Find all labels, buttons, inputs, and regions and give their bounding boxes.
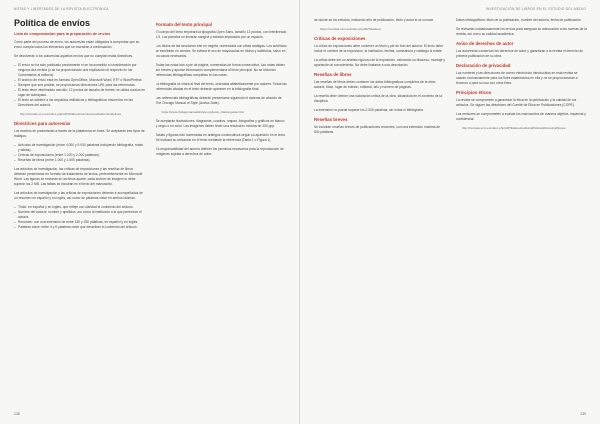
paragraph: Como parte del proceso de envío, los autores/as están obligados a comprobar que su envío cumpla todos los elementos que se muestran a continuación. <box>14 40 140 49</box>
list-item: – Siempre que sea posible, se proporcionan direcciones URL para las referencias. <box>14 83 146 88</box>
list-item: – El envío no ha sido publicado previamente ni se ha sometido a consideración por ninguna otra revista (o se ha proporcionado una explicación al respecto en los Comentarios al editor/a). <box>14 63 146 78</box>
column-3 <box>314 18 446 408</box>
section-heading: Aviso de derechos de autor <box>456 41 514 46</box>
list-item: – Artículos de investigación (entre 4.000 y 9.000 palabras incluyendo bibliografía, notas y tablas). <box>14 143 146 153</box>
paragraph: Los autores/as conservan los derechos de autor y garantizan a la revista el derecho de primera publicación de su obra. <box>456 49 584 58</box>
section-subtitle: Lista de comprobación para la preparación de envíos <box>14 32 111 36</box>
paragraph: Los nombres y las direcciones de correo electrónico introducidos en esta revista se usarán exclusivamente para los fines establecidos en ella y no se proporcionarán a terceros o para su uso con otros fines. <box>456 71 578 85</box>
bullet-list <box>14 205 146 230</box>
page-number-right: 239 <box>580 412 586 416</box>
right-page <box>300 0 600 424</box>
paragraph: Es responsabilidad del autor/a obtener los permisos necesarios para la reproducción de imágenes sujetas a derechos de autor. <box>155 146 284 156</box>
paragraph: Se aceptarán ilustraciones, diagramas, cuadros, mapas, fotografías y gráficos en blanco y negro o en color. Las imágenes deben tener una resolución mínima de 300 ppp. <box>155 118 285 128</box>
paragraph: La crítica de exposiciones debe contener un título y pie de foto del autor/a. El texto debe incluir el nombre de la exposición, la institución, fechas, comisario/a y catálogo si existe. <box>314 43 444 53</box>
list-item: – El texto se adhiere a los requisitos estilísticos y bibliográficos resumidos en las Directrices del autor/a. <box>14 98 146 108</box>
section-heading: Principios éticos <box>456 90 492 95</box>
paragraph: El cuerpo del texto empleará la tipografía Open Sans, tamaño 12 puntos, con interlineado 1.5. Los párrafos no llevarán sangría y estarán separados por un espacio. <box>155 30 287 39</box>
paragraph: Los artículos de investigación y las críticas de exposiciones deberán ir acompañados de un resumen en español y en inglés, así como de palabras clave en ambos idiomas. <box>14 190 143 200</box>
url-link[interactable]: https://revistas.ucm.es/index.php/ARTE/about <box>320 27 381 31</box>
running-head-left: NOTAS Y LIBERTADES DE LA REVISTA ELECTRÓNICA <box>14 7 109 11</box>
list-item: – Resumen: con una extensión de entre 150 y 250 palabras, en español y en inglés. <box>14 220 146 225</box>
list-item: – Reseñas de libros (entre 1.000 y 1.500 palabras). <box>14 158 146 163</box>
section-heading: Directrices para autores/as <box>14 120 71 126</box>
paragraph: Los títulos de las secciones irán en negrita, numerados con cifras arábigas. Los subtítulos se escribirán en cursiva. Se evitará el uso de mayúsculas en títulos y subtítulos, salvo en los casos necesarios. <box>155 44 287 58</box>
paragraph: La bibliografía se citará al final del texto, ordenada alfabéticamente por autores. Todas las referencias citadas en el texto deberán aparecer en la bibliografía final. <box>155 82 287 91</box>
list-item: – Nombre del autor/a: nombre y apellidos, así como la institución a la que pertenece el autor/a. <box>14 210 146 220</box>
column-2 <box>156 18 288 408</box>
paragraph: Se revisarán cuidadosamente los envíos para asegurar su adecuación a las normas de la revista, así como su calidad académica. <box>456 27 587 36</box>
section-heading: Formato del texto principal <box>155 22 212 27</box>
paragraph: Todas las notas irán a pie de página, numeradas de forma consecutiva. Las notas deben ser breves y aportar información complementaria al texto principal. No se incluirán referencias bibliográficas completas en las notas. <box>155 63 286 77</box>
list-item: – Título: en español y en inglés, que refleje con claridad el contenido del artículo. <box>14 205 146 210</box>
page-title: Política de envíos <box>14 18 91 28</box>
paragraph: La revista se compromete a garantizar la ética en la publicación y la calidad de los artículos. Se siguen las directrices del Comité de Ética en Publicaciones (COPE). <box>456 98 577 107</box>
paragraph: Se devolverán a los autores/as aquellos envíos que no cumplan estas directrices. <box>14 54 134 58</box>
column-1 <box>14 18 146 408</box>
url-link[interactable]: http://revistas.ucm.es/index.php/ARTE/about/submissions#authorGuidelines <box>20 112 121 116</box>
section-heading: Reseñas de libros <box>314 71 352 77</box>
paragraph: La extensión no puede superar los 2.000 palabras, sin notas ni bibliografía. <box>314 107 424 112</box>
paragraph: La reseña debe ofrecer una valoración crítica de la obra, situándola en el contexto de la disciplina. <box>314 93 443 103</box>
paragraph: de donde se ha extraído, indicando año de publicación, título y autor si se conoce. <box>314 18 435 22</box>
paragraph: La crítica debe ser un análisis riguroso de la exposición, valorando su discurso, montaje y aportación al conocimiento. No debe limitarse a una descripción. <box>314 57 446 67</box>
paragraph: Los artículos de investigación, las críticas de exposiciones y las reseñas de libros deberán presentarse en formato de tratamiento de textos, preferentemente en Microsoft Word. Las figuras se enviarán en archivos aparte; cada archivo de imagen no debe superar los 2 MB. Las tablas se incluirán en el texto del manuscrito. <box>14 166 143 186</box>
paragraph: Los escritos se presentarán a través de la plataforma en línea. Se aceptarán tres tipos de trabajos: <box>14 128 145 138</box>
paragraph: Los revisores se comprometen a evaluar los manuscritos de manera objetiva, imparcial y confidencial. <box>456 112 586 121</box>
section-heading: Declaración de privacidad <box>456 63 511 68</box>
paragraph: Las referencias bibliográficas deberán presentarse siguiendo el sistema de citación de The Chicago Manual of Style (Author-Date). <box>155 96 282 105</box>
section-heading: Críticas de exposiciones <box>314 35 366 41</box>
list-item: – Críticas de exposiciones (entre 1.200 y 2.000 palabras). <box>14 153 146 158</box>
paragraph: Tablas y figuras irán numeradas en arábigos consecutivos según su aparición en el texto. Se indicará su ubicación en el texto mediante la referencia (Tabla 1 o Figura 1). <box>155 132 286 142</box>
section-heading: Reseñas breves <box>314 116 348 122</box>
url-link[interactable]: https://www.chicagomanualofstyle.org/tools_citationguide.html <box>161 110 244 114</box>
list-item: – El archivo de envío está en formato OpenOffice, Microsoft Word, RTF o WordPerfect. <box>14 78 146 83</box>
bullet-list <box>14 143 146 163</box>
paragraph: Se incluirán reseñas breves de publicaciones recientes, con una extensión máxima de 500 palabras. <box>314 124 441 134</box>
list-item: – Palabras clave: entre 4 y 6 palabras clave que describan el contenido del artículo. <box>14 225 146 230</box>
paragraph: Datos bibliográficos: título de la publicación, nombre del autor/a, fecha de publicación. <box>456 18 582 22</box>
page-number-left: 238 <box>14 412 20 416</box>
paragraph: Las reseñas de libros deben contener los datos bibliográficos completos de la obra: autor/a, título, lugar de edición, editorial, año y número de páginas. <box>314 79 436 89</box>
url-link[interactable]: http://revistas.ucm.es/index.php/ARTE/about/editorialPolicies#focusAndScope <box>462 126 566 130</box>
running-head-right: INVESTIGACIÓN DE LIBROS EN EL ESTUDIO DEL MEDIO <box>485 7 586 11</box>
checklist <box>14 63 146 108</box>
column-4 <box>456 18 588 408</box>
list-item: – El texto tiene interlineado sencillo; 12 puntos de tamaño de fuente; se utiliza cursiva en lugar de subrayado. <box>14 88 146 98</box>
